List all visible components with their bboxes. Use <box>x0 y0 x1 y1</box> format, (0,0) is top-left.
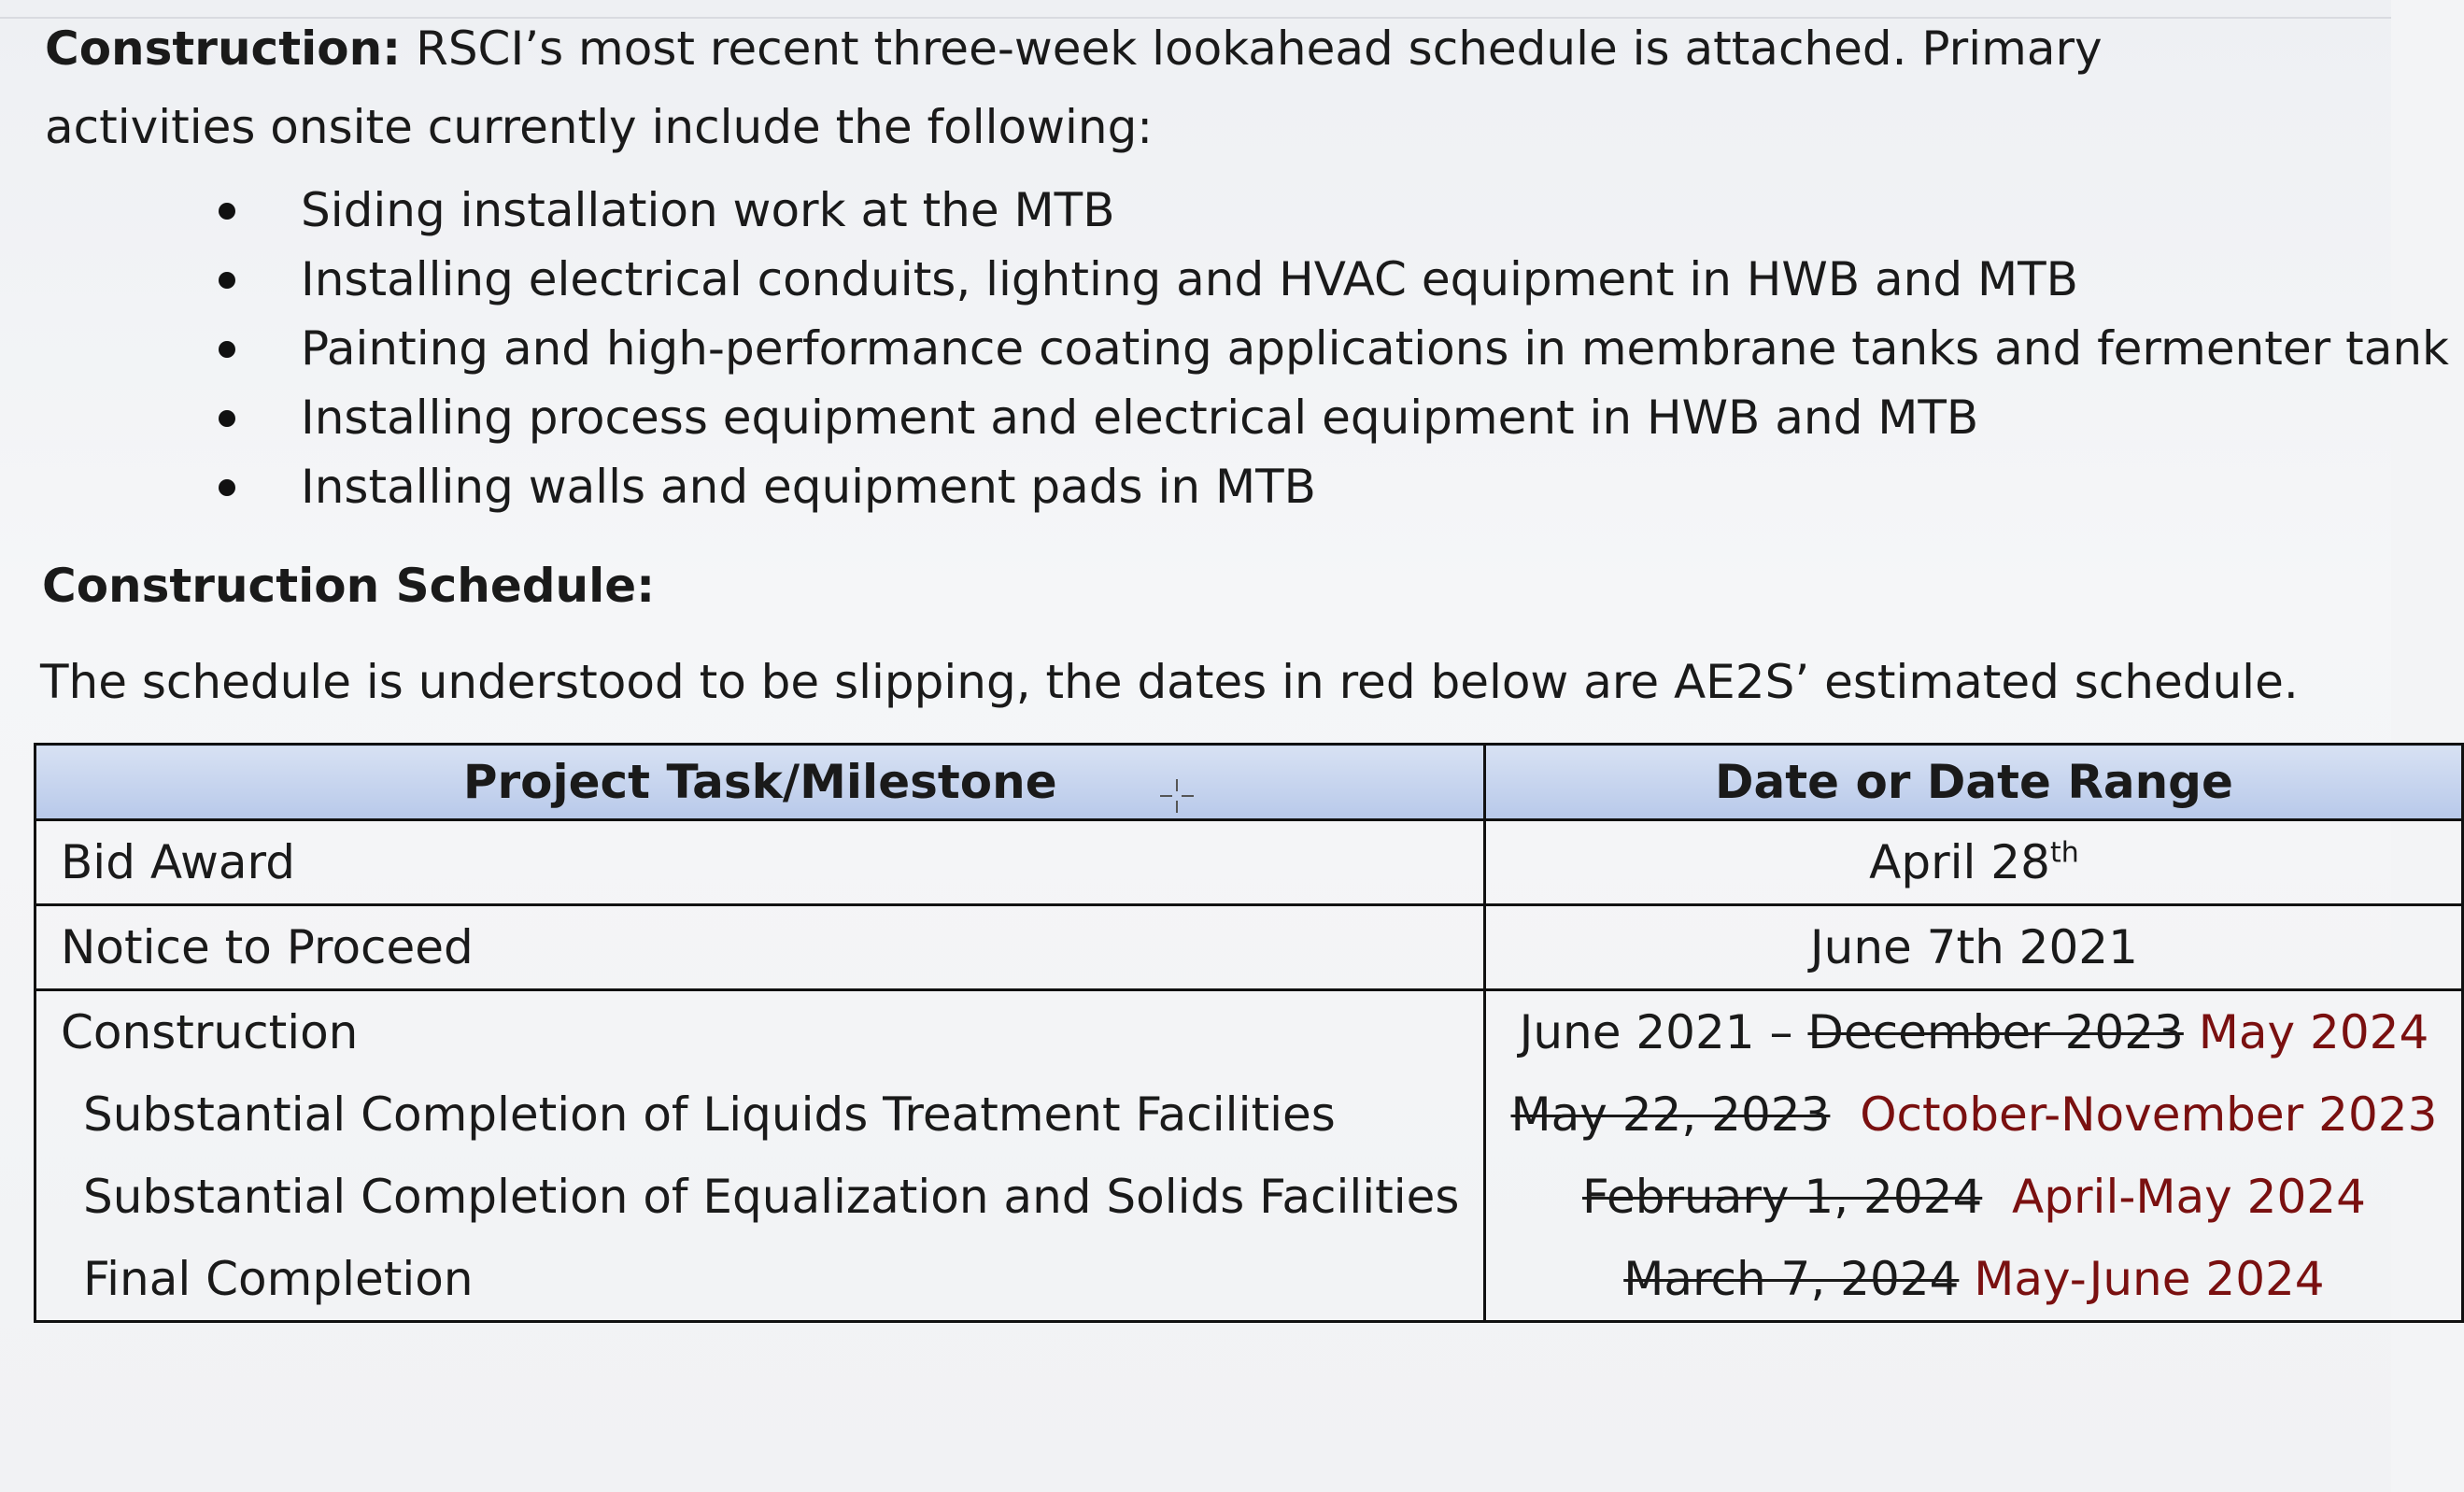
activity-text: Installing process equipment and electrical equipment in HWB and MTB <box>301 391 1979 445</box>
activity-text: Installing walls and equipment pads in MTB <box>301 460 1316 514</box>
construction-text: RSCI’s most recent three-week lookahead schedule is attached. Primary activities onsite currently include the following: <box>45 21 2103 154</box>
task-bid-award: Bid Award <box>35 820 1485 905</box>
date-equalization <box>1510 1156 2437 1238</box>
task-notice: Notice to Proceed <box>35 905 1485 990</box>
date-text: April 28 <box>1869 835 2050 889</box>
revised-date: May-June 2024 <box>1974 1252 2325 1306</box>
activities-list <box>205 176 2449 521</box>
task-liquids: Substantial Completion of Liquids Treatment Facilities <box>83 1087 1336 1142</box>
task-final: Final Completion <box>83 1252 474 1306</box>
table-header-row <box>35 745 2463 820</box>
revised-date: May 2024 <box>2198 1005 2429 1059</box>
schedule-intro: The schedule is understood to be slipping, the dates in red below are AE2S’ estimated schedule. <box>40 655 2299 709</box>
task-equalization: Substantial Completion of Equalization and Solids Facilities <box>83 1170 1460 1224</box>
struck-date: December 2023 <box>1807 1005 2184 1059</box>
revised-date: October-November 2023 <box>1860 1087 2438 1142</box>
activity-text: Siding installation work at the MTB <box>301 183 1115 237</box>
list-item <box>205 383 2449 452</box>
bullet-dot <box>219 272 235 289</box>
bullet-dot <box>219 203 235 220</box>
header-date: Date or Date Range <box>1485 745 2463 820</box>
date-liquids <box>1510 1073 2437 1156</box>
task-construction: Construction <box>61 1005 359 1059</box>
table-row <box>35 905 2463 990</box>
bullet-dot <box>219 479 235 496</box>
bullet-dot <box>219 410 235 427</box>
list-item <box>205 176 2449 245</box>
crosshair-cursor-icon <box>1158 777 1196 815</box>
header-task: Project Task/Milestone <box>35 745 1485 820</box>
activity-text: Painting and high-performance coating applications in membrane tanks and fermenter tank <box>301 321 2449 376</box>
bullet-dot <box>219 341 235 358</box>
date-final <box>1510 1238 2437 1320</box>
list-item <box>205 452 2449 521</box>
activity-text: Installing electrical conduits, lighting and HVAC equipment in HWB and MTB <box>301 252 2078 306</box>
table-row <box>35 990 2463 1322</box>
date-superscript: th <box>2049 836 2079 870</box>
date-construction-group <box>1485 990 2463 1322</box>
task-construction-group <box>35 990 1485 1322</box>
struck-date: May 22, 2023 <box>1510 1087 1831 1142</box>
schedule-heading: Construction Schedule: <box>42 559 656 613</box>
struck-date: February 1, 2024 <box>1581 1170 1983 1224</box>
schedule-table <box>34 743 2464 1323</box>
date-bid-award <box>1485 820 2463 905</box>
list-item <box>205 245 2449 314</box>
date-construction <box>1510 991 2437 1073</box>
table-row <box>35 820 2463 905</box>
list-item <box>205 314 2449 383</box>
construction-paragraph <box>45 9 2287 166</box>
original-date: June 2021 – <box>1519 1005 1793 1059</box>
revised-date: April-May 2024 <box>2012 1170 2366 1224</box>
construction-label: Construction: <box>45 21 402 76</box>
date-notice: June 7th 2021 <box>1485 905 2463 990</box>
struck-date: March 7, 2024 <box>1623 1252 1960 1306</box>
